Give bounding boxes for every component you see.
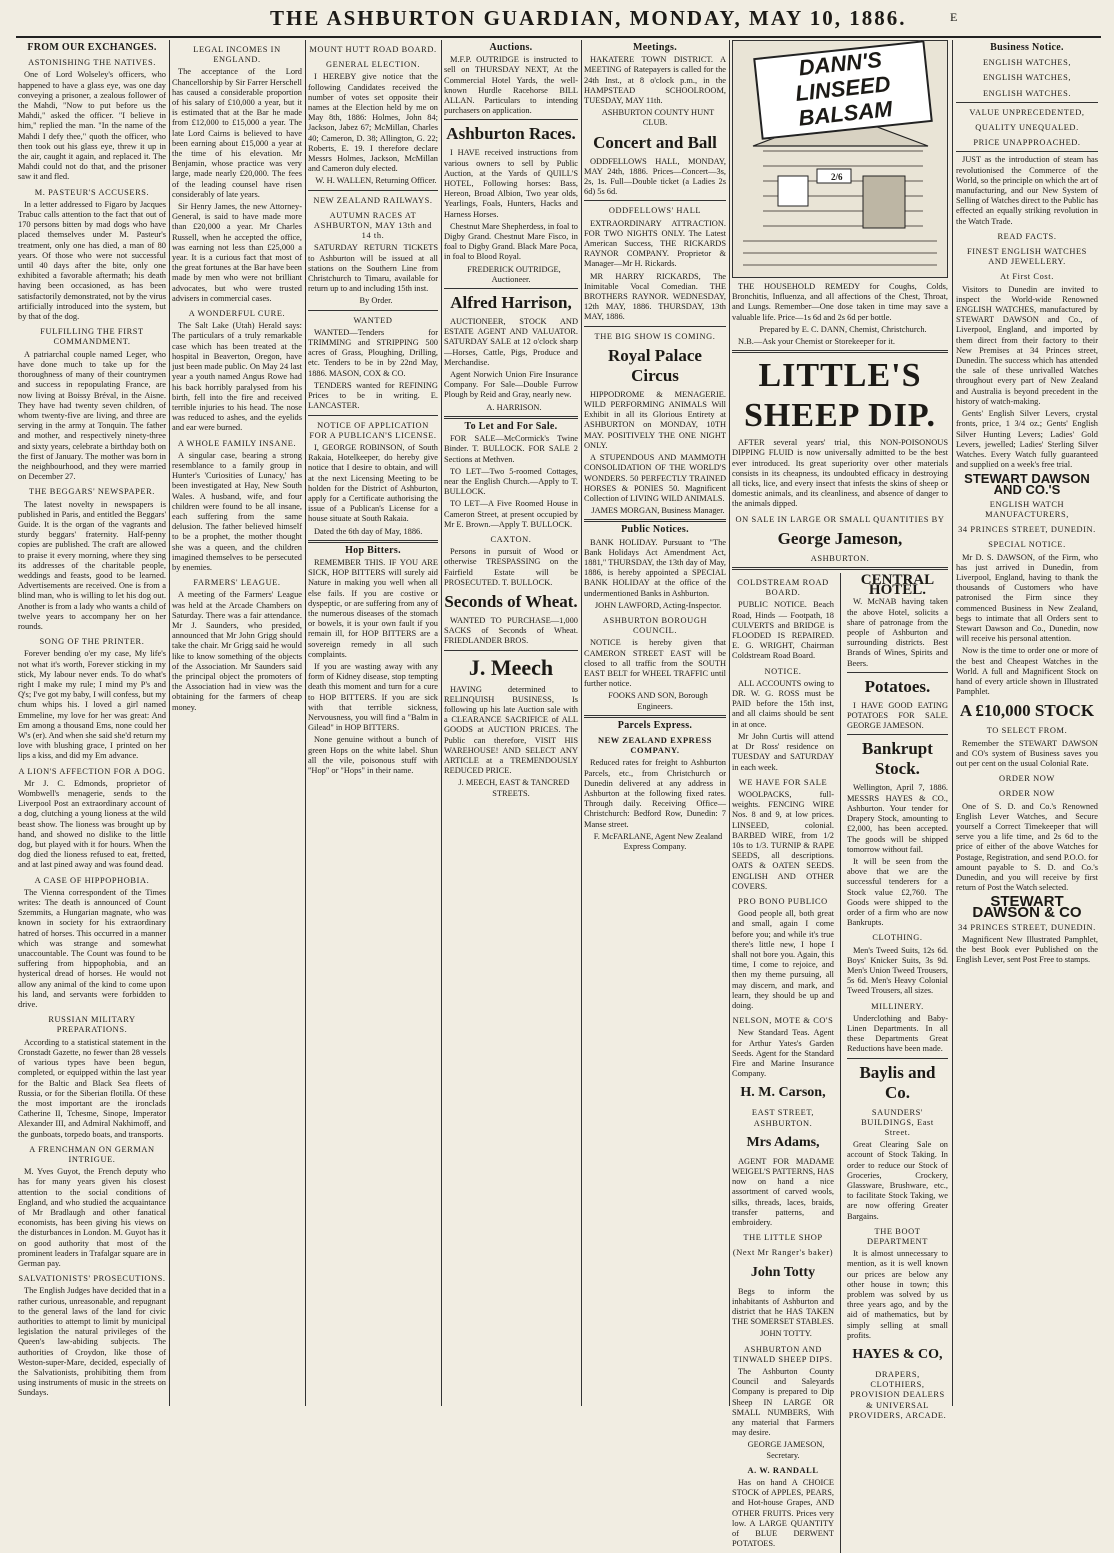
article-heading: A LION'S AFFECTION FOR A DOG. bbox=[18, 766, 166, 776]
divider bbox=[444, 650, 578, 651]
paragraph: It will be seen from the above that we are the successful tenderers for a Stock value £2,760. The Goods were shipped to the order of a firm who are now Bankrupts. bbox=[846, 856, 948, 928]
notice-subheading: At First Cost. bbox=[1000, 272, 1054, 282]
section-header: Business Notice. bbox=[990, 42, 1064, 53]
paragraph: Chestnut Mare Shepherdess, in foal to Digby Grand. Chestnut Mare Fisco, in foal to Digby Grand. Black Mare Poca, in foal to Blood Royal. bbox=[444, 221, 578, 262]
paragraph: Magnificent New Illustrated Pamphlet, the best Book ever Published on the English Lever, sent Post Free to stamps. bbox=[956, 935, 1098, 965]
randall-heading: A. W. RANDALL bbox=[747, 1465, 819, 1475]
paragraph: TENDERS wanted for REFINING Prices to be in writing. E. LANCASTER. bbox=[308, 380, 438, 411]
wheat-ad bbox=[444, 616, 578, 647]
circus-ad bbox=[584, 390, 726, 516]
concert-heading: Concert and Ball bbox=[593, 132, 717, 152]
paragraph: Underclothing and Baby-Linen Departments. In all these Departments Great Reductions have been made. bbox=[846, 1013, 948, 1054]
divider bbox=[847, 734, 948, 735]
paragraph: Begs to inform the inhabitants of Ashburton and district that he HAS TAKEN THE SOMERSET STABLES. bbox=[732, 1286, 834, 1327]
express-ad bbox=[584, 758, 726, 852]
wanted-ad bbox=[308, 328, 438, 412]
paragraph: None genuine without a bunch of green Hops on the white label. Shun all the vile, poisonous stuff with "Hop" or "Hops" in their name. bbox=[308, 735, 438, 775]
watch-line: ENGLISH WATCHES, bbox=[982, 58, 1072, 68]
notice-heading: PRO BONO PUBLICO bbox=[738, 896, 828, 906]
paragraph: N.B.—Ask your Chemist or Storekeeper for it. bbox=[738, 337, 896, 347]
divider bbox=[308, 190, 438, 191]
article-body bbox=[18, 200, 166, 322]
election-notice bbox=[308, 72, 438, 186]
paragraph: Gents' English Silver Levers, crystal fronts, price, 1 3/4 oz.; Gents' English Silver Hunting Levers; Ladies' Gold Levers, jewelled; Ladies' Sterling Silver Watches. Every Watch fully guaranteed and supplied on a week's free trial. bbox=[956, 409, 1098, 470]
column-articles bbox=[172, 40, 302, 1406]
paragraph: WANTED TO PURCHASE—1,000 SACKS of Seconds of Wheat. FRIEDLANDER BROS. bbox=[444, 615, 578, 646]
signature: A. HARRISON. bbox=[486, 402, 542, 412]
notice-heading: THE BOOT DEPARTMENT bbox=[866, 1226, 928, 1246]
notice-heading: WANTED bbox=[353, 315, 393, 325]
jameson-heading: George Jameson, bbox=[777, 528, 903, 548]
subcolumn-left bbox=[732, 573, 834, 1552]
article-body bbox=[18, 1286, 166, 1398]
paragraph: Mr John Curtis will attend at Dr Ross' residence on TUESDAY and SATURDAY in each week. bbox=[732, 731, 834, 772]
notice-heading: MOUNT HUTT ROAD BOARD. bbox=[309, 45, 437, 54]
article-heading: M. PASTEUR'S ACCUSERS. bbox=[34, 187, 150, 197]
nelson-ad bbox=[732, 1028, 834, 1079]
notice-heading: READ FACTS. bbox=[997, 231, 1057, 241]
potatoes-heading: Potatoes. bbox=[864, 676, 931, 696]
masthead bbox=[0, 0, 1114, 38]
column-rule bbox=[581, 40, 582, 1406]
column-rule bbox=[441, 40, 442, 1406]
paragraph: Forever bending o'er my case, My life's not what it's worth, Forever sticking in my stick, My labour never ends. To do what's right I make my rule; I mind my P's and Q's; I've got my baby, I will confess, but my chum whips his. I loved a girl named Emmeline, my love for her was great: And Em among a thousand Ems, none could her W's (er). And when she said she'd return my love with blushing grace, I printed on her lips a kiss, and did my Em advance. bbox=[18, 649, 166, 761]
bankrupt-heading: Bankrupt Stock. bbox=[862, 739, 933, 779]
notice-subheading: (Next Mr Ranger's baker) bbox=[732, 1248, 834, 1258]
special-notice bbox=[956, 553, 1098, 698]
paragraph: According to a statistical statement in the Cronstadt Gazette, no fewer than 28 vessels of various types have been begun, completed, or equipped within the last year for the Baltic and Black Sea fleets of Russia, or for the Siberian flotilla. Of these the most important are the ironclads Catherine II, Tchesme, Sinope, Imperator Alexander III, and Admiral Nakhimoff, and the gunboats, torpedo boats, and transports. bbox=[18, 1037, 166, 1139]
article-body bbox=[18, 779, 166, 871]
dann-copy bbox=[732, 282, 948, 347]
section-header: Public Notices. bbox=[621, 524, 689, 536]
paragraph: EXTRAORDINARY ATTRACTION. FOR TWO NIGHTS ONLY. The Latest American Success, THE RICKARDS RAYNOR COMPANY. Proprietor & Manager—Mr H. Rickards. bbox=[584, 218, 726, 269]
accounts-notice bbox=[732, 679, 834, 773]
signature: FREDERICK OUTRIDGE, Auctioneer. bbox=[467, 264, 561, 284]
stewart-dawson-heading: STEWART DAWSON AND CO.'S bbox=[964, 471, 1090, 497]
paragraph: Now is the time to order one or more of the best and Cheapest Watches in the World. A full and Magnificent Stock on hand of every article shown in Illustrated Pamphlet. bbox=[956, 646, 1098, 697]
paragraph: FOR SALE—McCormick's Twine Binder. T. BULLOCK. FOR SALE 2 Sections at Methven. bbox=[444, 434, 578, 464]
pro-bono-ad bbox=[732, 909, 834, 1011]
article-heading: SONG OF THE PRINTER. bbox=[39, 637, 145, 647]
article-body bbox=[18, 1038, 166, 1140]
section-header: Hop Bitters. bbox=[345, 544, 401, 556]
watch-line: ENGLISH WATCHES, bbox=[982, 73, 1072, 83]
paragraph: A meeting of the Farmers' League was held at the Arcade Chambers on Saturday. There was a fair attendance. Mr J. Saunders, who presided, announced that Mr John Grigg should take the chair. Mr Grigg said he would like to know something of the objects of the Association. Mr Saunders said the principal object the promoters of the Association had in view was the obtaining for the farmers of cheap money. bbox=[172, 590, 302, 712]
section-header: Auctions. bbox=[489, 42, 533, 53]
paragraph: Visitors to Dunedin are invited to inspect the World-wide Renowned ENGLISH WATCHES, manufactured by STEWART DAWSON and Co., of Liverpool, England, and imported by them direct from their factory to their New Premises at 34 Princes street, Dunedin. The success which has attended the sale of these unrivalled Watches throughout every part of New Zealand and Australia is beyond precedent in the history of watch-making. bbox=[956, 284, 1098, 406]
paragraph: Good people all, both great and small, again I come before you; and while it's true there's little new, I hope I shall not bore you. Again, this time, I come to rejoice, and then my theme pursuing, all may discern, and mark, and learn, they should be up and doing. bbox=[732, 909, 834, 1010]
newspaper-title: THE ASHBURTON GUARDIAN, MONDAY, MAY 10, 1886. bbox=[270, 6, 907, 30]
totty-heading: John Totty bbox=[750, 1264, 816, 1280]
article-body bbox=[18, 500, 166, 633]
paragraph: I HEREBY give notice that the following Candidates received the number of votes set opposite their names at the Election held by me on May 8th, 1886: Holmes, John 84; Jackson, Jabez 67; McMillan, Charles 40; Cameron, D. 38; Allington, G. 22; Roberts, E. 19. I therefore declare Messrs Holmes, Jackson, McMillan and Cameron duly elected. bbox=[308, 72, 438, 174]
totty-ad bbox=[732, 1287, 834, 1340]
borough-notice bbox=[584, 638, 726, 711]
divider bbox=[584, 715, 726, 718]
article-heading: A CASE OF HIPPOPHOBIA. bbox=[34, 875, 150, 885]
paragraph: It is almost unnecessary to mention, as it is well known our prices are below any other house in town; this problem was solved by us three years ago, and by the aid of mathematics, but by simply selling at small profits. bbox=[846, 1249, 948, 1340]
order-heading: ORDER NOW bbox=[999, 774, 1055, 784]
wheat-heading: Seconds of Wheat. bbox=[444, 591, 578, 611]
section-header: FROM OUR EXCHANGES. bbox=[27, 42, 157, 53]
two-column-block bbox=[732, 573, 948, 1552]
poem bbox=[18, 649, 166, 761]
signature: By Order. bbox=[359, 296, 393, 306]
potatoes-ad bbox=[847, 701, 948, 732]
paragraph: AGENT FOR MADAME WEIGEL'S PATTERNS, HAS now on hand a nice assortment of carved wools, silks, threads, laces, braids, transfer patterns, and embroidery. bbox=[732, 1156, 834, 1228]
paragraph: I HAVE GOOD EATING POTATOES FOR SALE. GEORGE JAMESON. bbox=[846, 700, 948, 731]
column-meetings bbox=[584, 40, 726, 1406]
paragraph: A singular case, bearing a strong resemblance to a family group in Hunter's 'Curiosities of Lunacy,' has been investigated at Hay, New South Wales. A husband, wife, and four children were found to be all insane, each suffering from the same delusion. The father believed himself to be a prophet, the mother thought she was a queen, and the children imagined themselves to be persecuted by enemies. bbox=[172, 450, 302, 572]
to-let-ads bbox=[444, 434, 578, 530]
divider bbox=[584, 200, 726, 201]
article-heading: A FRENCHMAN ON GERMAN INTRIGUE. bbox=[29, 1144, 155, 1164]
divider bbox=[444, 288, 578, 289]
page-number: E bbox=[950, 10, 958, 24]
signature: FOOKS AND SON, Borough Engineers. bbox=[608, 691, 708, 711]
article-heading: A WONDERFUL CURE. bbox=[188, 309, 286, 319]
license-notice bbox=[308, 443, 438, 537]
notice-heading: ODDFELLOWS' HALL bbox=[608, 206, 702, 216]
paragraph: ODDFELLOWS HALL, MONDAY, MAY 24th, 1886. Prices—Concert—3s, 2s, 1s. Full—Double ticket (a Ladies 2s 6d) 5s 6d. bbox=[584, 156, 726, 197]
watch-line: ENGLISH WATCHES. bbox=[982, 88, 1072, 98]
paragraph: Mr J. C. Edmonds, proprietor of Wombwell's menagerie, sends to the Liverpool Post an extraordinary account of a dog, clutching a young lioness at the wild beast show. The lioness was brought up by hand, and showed no dislike to the little dog, but played with it for hours. When the dog died the lioness refused to eat, fretted, and at last pined away and was found dead. bbox=[18, 778, 166, 870]
dann-linseed-balsam-ad bbox=[732, 40, 948, 278]
divider bbox=[732, 350, 948, 353]
paragraph: ALL ACCOUNTS owing to DR. W. G. ROSS must be PAID before the 15th inst, and all claims should be sent in at once. bbox=[732, 678, 834, 729]
article-body bbox=[172, 590, 302, 712]
divider bbox=[308, 310, 438, 311]
notice-subheading: TO SELECT FROM. bbox=[986, 726, 1068, 736]
paragraph: A patriarchal couple named Leger, who have done much to take up for the thoroughness of many of their countrymen and success in repopulating France, are now living at Boissy Bréval, in the Aisne. They have had twenty seven children, of whom twenty-five are living, and three are serving in the army at Tonquin. The father and mother, and respectively ninety-three and sixty years, celebrate a birthday both on the first of January. The mother was born in the neighbourhood, and they were married on December 27. bbox=[18, 349, 166, 482]
central-hotel-ad bbox=[847, 597, 948, 668]
paragraph: Reduced rates for freight to Ashburton Parcels, etc., from Christchurch or Dunedin delivered at any address in Ashburton at the following fixed rates. Through daily. Receiving Office—Christchurch: Bedford Row, Dunedin: 7 Manse street. bbox=[584, 758, 726, 829]
notice-heading: WE HAVE FOR SALE bbox=[738, 777, 828, 787]
column-exchanges bbox=[18, 40, 166, 1406]
concert-ad bbox=[584, 157, 726, 198]
paragraph: Great Clearing Sale on account of Stock Taking. In order to reduce our Stock of Groceries, Crockery, Glassware, Brushware, etc., to facilitate Stock Taking, we are now offering Greater Bargains. bbox=[846, 1140, 948, 1221]
value-line: VALUE UNPRECEDENTED, bbox=[969, 107, 1085, 117]
paragraph: HIPPODROME & MENAGERIE. WILD PERFORMING ANIMALS Will Exhibit in all its Glorious Entirety at ASHBURTON on MONDAY, 10TH MAY. POSITIVELY THE ONE NIGHT ONLY. bbox=[584, 389, 726, 450]
value-line: PRICE UNAPPROACHED. bbox=[973, 138, 1081, 148]
wool-ad bbox=[732, 790, 834, 892]
notice-heading: NOTICE. bbox=[764, 666, 802, 676]
dann-product-type: BALSAM bbox=[797, 96, 894, 131]
divider bbox=[847, 672, 948, 673]
column-auctions bbox=[444, 40, 578, 1406]
dann-name: DANN'S bbox=[797, 46, 884, 81]
sheep-dip-heading: LITTLE'S SHEEP DIP. bbox=[743, 357, 937, 435]
hayes-heading: HAYES & CO, bbox=[852, 1347, 943, 1363]
paragraph: Persons in pursuit of Wood or otherwise TRESPASSING on the Fairfield Estate will be PROSECUTED. T. BULLOCK. bbox=[444, 547, 578, 587]
rickards-ad bbox=[584, 219, 726, 323]
notice-subheading: AUTUMN RACES AT ASHBURTON, MAY 13th and 14 th. bbox=[313, 210, 433, 241]
paragraph: AFTER several years' trial, this NON-POISONOUS DIPPING FLUID is now universally admitted to be the best ever introduced. Its great superiority over other materials consists in its cheapness, its undoubted efficacy in destroying all ticks, lice, and every insect that infests the skins of sheep or domestic animals, and its cleanliness, and absence of danger to the animals dipped. bbox=[732, 438, 948, 509]
dann-price-label: 2/6 bbox=[831, 172, 843, 182]
millinery-ad bbox=[847, 1014, 948, 1055]
dann-product: LINSEED bbox=[794, 71, 892, 106]
article-body bbox=[172, 67, 302, 304]
column-rule bbox=[952, 40, 953, 1406]
pamphlet-ad bbox=[956, 935, 1098, 966]
central-hotel-heading: CENTRAL HOTEL. bbox=[860, 572, 935, 599]
signature: GEORGE JAMESON, Secretary. bbox=[747, 1440, 825, 1460]
hop-bitters-ad bbox=[308, 558, 438, 776]
notice-subheading: 34 PRINCES STREET, DUNEDIN. bbox=[958, 922, 1096, 932]
trespass-notice bbox=[444, 547, 578, 588]
signature: Prepared by E. C. DANN, Chemist, Christchurch. bbox=[759, 324, 927, 334]
notice-subheading: ON SALE IN LARGE OR SMALL QUANTITIES BY bbox=[735, 514, 945, 524]
boot-ad bbox=[847, 1249, 948, 1341]
races-ad bbox=[444, 148, 578, 285]
paragraph: W. McNAB having taken the above Hotel, solicits a share of patronage from the people of Ashburton and surrounding districts. Best Brands of Wines, Spirits and Beers. bbox=[846, 597, 948, 668]
paragraph: HAVING determined to RELINQUISH BUSINESS, Is following up his late Auction sale with a CLEARANCE SACRIFICE of ALL GOODS at AUCTION PRICES. The Public can therefore, VISIT HIS WAREHOUSE! AND SELECT ANY ARTICLE at a TREMENDOUSLY REDUCED PRICE. bbox=[444, 684, 578, 776]
notice-heading: NOTICE OF APPLICATION FOR A PUBLICAN'S LICENSE. bbox=[309, 420, 437, 440]
paragraph: JUST as the introduction of steam has revolutionised the Commerce of the World, so the principle on which the art of manufacturing, and our New System of Selling of Watches direct to the Public has effected an equally striking revolution in the Watch Trade. bbox=[956, 155, 1098, 226]
harrison-heading: Alfred Harrison, bbox=[450, 293, 572, 313]
article-heading: A WHOLE FAMILY INSANE. bbox=[177, 438, 297, 448]
article-heading: FARMERS' LEAGUE. bbox=[193, 578, 281, 588]
paragraph: SATURDAY RETURN TICKETS to Ashburton will be issued at all stations on the Southern Line from Christchurch to Timaru, available for return up to and including 15th inst. bbox=[308, 243, 438, 294]
article-body bbox=[172, 321, 302, 433]
paragraph: A STUPENDOUS AND MAMMOTH CONSOLIDATION OF THE WORLD'S WONDERS. 50 PERFECTLY TRAINED HORSES & PONIES 50. Magnificent Collection of LIVING WILD ANIMALS. bbox=[584, 453, 726, 503]
paragraph: The Salt Lake (Utah) Herald says: The particulars of a truly remarkable case which has been treated at the hospital in Beaverton, Oregon, have just been made public. On May 24 last year a youth named Angus Rowe had his back horribly paralysed from his birth, fell into the fire and received terrible injuries to his head. The nose was reduced to ashes, and the eyelids and ear were burned. bbox=[172, 321, 302, 433]
signature: JAMES MORGAN, Business Manager. bbox=[591, 506, 725, 516]
railway-notice bbox=[308, 243, 438, 306]
meech-heading: J. Meech bbox=[468, 654, 554, 680]
section-header: To Let and For Sale. bbox=[464, 420, 558, 432]
meeting-notice bbox=[584, 55, 726, 128]
paragraph: BANK HOLIDAY. Pursuant to "The Bank Holidays Act Amendment Act, 1881," THURSDAY, the 13th day of May, 1886, is hereby appointed a SPECIAL BANK HOLIDAY at the office of the undermentioned Banks in Ashburton. bbox=[584, 537, 726, 598]
stewart-dawson-footer: STEWART DAWSON & CO bbox=[972, 893, 1082, 921]
article-heading: ASTONISHING THE NATIVES. bbox=[28, 58, 156, 68]
harrison-ad bbox=[444, 317, 578, 413]
subcolumn-rule bbox=[840, 573, 841, 1552]
signature: JOHN LAWFORD, Acting-Inspector. bbox=[594, 600, 722, 610]
notice-subheading: GENERAL ELECTION. bbox=[325, 60, 421, 70]
notice-subheading: SAUNDERS' BUILDINGS, East Street. bbox=[861, 1107, 934, 1137]
paragraph: If you are wasting away with any form of Kidney disease, stop tempting death this moment and turn for a cure to HOP BITTERS. If you are sick with that terrible sickness, Nervousness, you will find a "Balm in Gilead" in HOP BITTERS. bbox=[308, 661, 438, 733]
signature: J. MEECH, EAST & TANCRED STREETS. bbox=[458, 778, 570, 798]
baylis-ad bbox=[847, 1140, 948, 1222]
notice-heading: CLOTHING. bbox=[872, 933, 923, 943]
notice-heading: MILLINERY. bbox=[871, 1001, 924, 1011]
divider bbox=[444, 416, 578, 419]
sheep-dip-ad bbox=[732, 438, 948, 509]
paragraph: I HAVE received instructions from various owners to sell by Public Auction, at the Yards of QUILL'S HOTEL, Following horses: Bass, Hereon, Broad Albion, Two year olds, Yearlings, Foals, Hunters, Hacks and Harness Horses. bbox=[444, 148, 578, 219]
divider bbox=[308, 415, 438, 416]
column-stewart-dawson bbox=[956, 40, 1098, 1406]
paragraph: TO LET—Two 5-roomed Cottages, near the English Church.—Apply to T. BULLOCK. bbox=[444, 466, 578, 497]
section-header: Parcels Express. bbox=[617, 719, 693, 731]
paragraph: In a letter addressed to Figaro by Jacques Trabuc calls attention to the fact that out of 170 persons bitten by mad dogs who have placed themselves under M. Pasteur's treatment, only one has died, a man of 80 years. Of those who were not successful until 40 days after the bite, only one exhibited a favorable aftermath; his death having been occasioned, as has been satisfactorily demonstrated, not by the virus artificially introduced into the system, but by that of the dog. bbox=[18, 199, 166, 322]
paragraph: REMEMBER THIS. IF YOU ARE SICK, HOP BITTERS will surely aid Nature in making you well when all else fails. If you are costive or dyspeptic, or are suffering from any of the numerous diseases of the stomach or bowels, it is your own fault if you remain ill, for HOP BITTERS are a sovereign remedy in all such complaints. bbox=[308, 557, 438, 659]
sheep-dips-ad bbox=[732, 1367, 834, 1461]
bank-holiday-notice bbox=[584, 538, 726, 611]
paragraph: THE HOUSEHOLD REMEDY for Coughs, Colds, Bronchitis, Influenza, and all affections of the Chest, Throat, and Lungs. Remember—One dose taken in time may save a valuable life. Price—1s 6d and 2s 6d per bottle. bbox=[732, 282, 948, 322]
paragraph: ASHBURTON COUNTY HUNT CLUB. bbox=[601, 108, 715, 128]
baylis-heading: Baylis and Co. bbox=[859, 1062, 936, 1102]
column-rule bbox=[169, 40, 170, 1406]
paragraph: One of S. D. and Co.'s Renowned English Lever Watches, and Secure yourself a Correct Timekeeper that will serve you a life time, and 2s 6d to the price of either of the above Watches for Postage, Registration, and send P.O.O. for amount payable to S. D. and Co.'s Dunedin, and you will receive by first return of Post the Watch selected. bbox=[956, 801, 1098, 893]
signature: W. H. WALLEN, Returning Officer. bbox=[315, 176, 437, 186]
paragraph: The acceptance of the Lord Chancellorship by Sir Farrer Herschell has caused a considerable proportion of his salary of £10,000 a year, but it is estimated that at the Bar he made from £12,000 to £15,000 a year. The late Lord Cairns is believed to have been earning about £15,000 a year at the time of his elevation. Mr Benjamin, whose practice was very large, made nearly £20,000. The fees of the leading counsel have risen considerably of late years. bbox=[172, 67, 302, 199]
divider bbox=[956, 151, 1098, 152]
stock-heading: A £10,000 STOCK bbox=[959, 701, 1095, 721]
notice-subheading: ASHBURTON. bbox=[810, 553, 870, 563]
divider bbox=[732, 567, 948, 570]
subcolumn-right bbox=[847, 573, 948, 1552]
clothing-ad bbox=[847, 946, 948, 997]
paragraph: The Ashburton County Council and Saleyards Company is prepared to Dip Sheep IN LARGE OR SMALL NUMBERS, With any material that Farmers may desire. bbox=[732, 1367, 834, 1438]
circus-heading: Royal Palace Circus bbox=[608, 345, 702, 385]
paragraph: Sir Henry James, the new Attorney-General, is said to have made more than £20,000 a year. Mr Charles Russell, when he accepted the office, was earning not less than £25,000 a year. It is a curious fact that most of the great fortunes at the Bar have been made by men who were not brilliant advocates, but who were trusted advisers in commercial cases. bbox=[172, 202, 302, 303]
notice-subheading: 34 PRINCES STREET, DUNEDIN. bbox=[958, 525, 1096, 535]
notice-heading: NEW ZEALAND RAILWAYS. bbox=[313, 195, 433, 205]
divider bbox=[584, 519, 726, 522]
meech-ad bbox=[444, 685, 578, 799]
paragraph: Men's Tweed Suits, 12s 6d. Boys' Knicker Suits, 3s 9d. Men's Union Tweed Trousers, 5s 6d. Men's Heavy Colonial Tweed Trousers, all sizes. bbox=[846, 945, 948, 996]
paragraph: M. Yves Guyot, the French deputy who has for many years given his closest attention to the social conditions of England, and who studied the acquaintance of Mr Bradlaugh and other fanatical economists, has been giving his views on the disturbances in London. M. Guyot has it on good authority that most of the prominent leaders in Trafalgar square are in German pay. bbox=[18, 1167, 166, 1268]
signature: Dated the 6th day of May, 1886. bbox=[314, 526, 423, 536]
masthead-rule bbox=[16, 36, 1101, 38]
notice-heading: ASHBURTON BOROUGH COUNCIL. bbox=[602, 615, 708, 636]
paragraph: The Vienna correspondent of the Times writes: The death is announced of Count Szemmits, a Hungarian magnate, who was known in society for his extraordinary hatred of horses. This occurred in a manner which was strange and somewhat unaccountable. The Count was found to be suffering from hippophobia, and an hysterical dread of horses. He would not allow any animal of the kind to come upon his land, and servants were forbidden to drive. bbox=[18, 887, 166, 1010]
signature: JOHN TOTTY. bbox=[760, 1329, 812, 1339]
article-heading: LEGAL INCOMES IN ENGLAND. bbox=[193, 45, 281, 65]
paragraph: NOTICE is hereby given that CAMERON STREET EAST will be closed to all traffic from the SOUTH EAST BELT for WHEEL TRAFFIC until further notice. bbox=[584, 638, 726, 689]
randall-ad bbox=[732, 1478, 834, 1549]
article-heading: THE BEGGARS' NEWSPAPER. bbox=[29, 487, 155, 497]
order-ad bbox=[956, 802, 1098, 894]
paragraph: WOOLPACKS, full-weights. FENCING WIRE Nos. 8 and 9, at low prices. LINSEED, colonial. BARBED WIRE, from 1/2 10s to 1/3. TURNIP & RAPE SEEDS, all descriptions. OATS & OATEN SEEDS. ENGLISH AND OTHER COVERS. bbox=[732, 789, 834, 891]
notice-subheading: ENGLISH WATCH MANUFACTURERS, bbox=[985, 499, 1069, 519]
order-heading: ORDER NOW bbox=[999, 789, 1055, 799]
column-rule bbox=[729, 40, 730, 1406]
races-heading: Ashburton Races. bbox=[446, 124, 576, 144]
bankrupt-ad bbox=[847, 783, 948, 928]
notice-heading: ASHBURTON AND TINWALD SHEEP DIPS. bbox=[733, 1344, 833, 1364]
paragraph: AUCTIONEER, STOCK AND ESTATE AGENT AND VALUATOR. SATURDAY SALE at 12 o'clock sharp —Horses, Cattle, Pigs, Produce and Merchandise. bbox=[444, 317, 578, 367]
divider bbox=[847, 1058, 948, 1059]
paragraph: M.F.P. OUTRIDGE is instructed to sell on THURSDAY NEXT, At the Commercial Hotel Yards, the well-known Hurdle Racehorse BILL ALLAN. Particulars to intending purchasers on application. bbox=[444, 55, 578, 116]
notice-subheading: DRAPERS, CLOTHIERS, PROVISION DEALERS & UNIVERSAL PROVIDERS, ARCADE. bbox=[848, 1370, 947, 1420]
article-body bbox=[18, 1167, 166, 1269]
divider bbox=[444, 119, 578, 120]
adams-heading: Mrs Adams, bbox=[746, 1134, 820, 1150]
divider bbox=[956, 102, 1098, 103]
paragraph: TO LET—A Five Roomed House in Cameron Street, at present occupied by Mr E. Brown.—Apply T. BULLOCK. bbox=[444, 499, 578, 529]
article-heading: FULFILLING THE FIRST COMMANDMENT. bbox=[40, 327, 144, 347]
paragraph: I, GEORGE ROBINSON, of South Rakaia, Hotelkeeper, do hereby give notice that I desire to obtain, and will at the next Licensing Meeting to be holden for the District of Ashburton, apply for a Certificate authorising the issue of a Publican's License for a house situate at South Rakaia. bbox=[308, 442, 438, 524]
express-heading: NEW ZEALAND EXPRESS COMPANY. bbox=[597, 735, 713, 756]
divider bbox=[308, 540, 438, 543]
notice-heading: NELSON, MOTE & CO'S bbox=[732, 1016, 834, 1026]
notice-heading: CAXTON. bbox=[490, 534, 532, 544]
paragraph: The latest novelty in newspapers is published in Paris, and entitled the Beggars' Guide. It is the organ of the vagrants and sturdy beggars' fraternity. Half-penny copies are published. The craft are allowed to praise it every morning, where they sing its addresses of the charitable people, weddings and feasts, good to be learned. Advertisements are received. One is from a blind man, who is willing to let his dog out. Another is from a lady who wants a child of twelve years to accompany her on her rounds. bbox=[18, 499, 166, 631]
column-rule bbox=[305, 40, 306, 1406]
paragraph: MR HARRY RICKARDS, The Inimitable Vocal Comedian. THE BROTHERS RAYNOR. WEDNESDAY, 12th MAY, 1886. THURSDAY, 13th MAY, 1886. bbox=[584, 271, 726, 322]
value-line: QUALITY UNEQUALED. bbox=[975, 123, 1079, 133]
signature: F. McFARLANE, Agent New Zealand Express Company. bbox=[593, 831, 723, 851]
paragraph: Wellington, April 7, 1886. MESSRS HAYES & CO., Ashburton. Your tender for Drapery Stock, amounting to £2,000, has been accepted. The goods will be shipped tomorrow without fail. bbox=[846, 783, 948, 854]
paragraph: PUBLIC NOTICE. Beach Road, Hinds — Footpath, 18 CULVERTS and BRIDGE is FLOODED IS REPAIRED. E. G. WRIGHT, Chairman Coldstream Road Board. bbox=[732, 600, 834, 661]
paragraph: WANTED—Tenders for TRIMMING and STRIPPING 500 acres of Grass, Ploughing, Drilling, etc. Tenders to be in by 22nd May, 1886. MASON, COX & CO. bbox=[308, 327, 438, 378]
notice-heading: COLDSTREAM ROAD BOARD. bbox=[737, 578, 829, 598]
article-body bbox=[18, 350, 166, 483]
paragraph: Agent Norwich Union Fire Insurance Company. For Sale—Double Furrow Plough by Reid and Gray, nearly new. bbox=[444, 370, 578, 400]
notice-heading: THE BIG SHOW IS COMING. bbox=[594, 331, 716, 341]
paragraph: Remember the STEWART DAWSON and CO's system of Business saves you out per cent on the usual Colonial Rate. bbox=[956, 738, 1098, 768]
notice-heading: THE LITTLE SHOP bbox=[743, 1233, 823, 1243]
divider bbox=[584, 326, 726, 327]
notice-heading: FINEST ENGLISH WATCHES AND JEWELLERY. bbox=[967, 247, 1087, 267]
column-advertisements bbox=[732, 40, 948, 1549]
coldstream-notice bbox=[732, 600, 834, 661]
article-heading: RUSSIAN MILITARY PREPARATIONS. bbox=[48, 1015, 136, 1035]
paragraph: Mr D. S. DAWSON, of the Firm, who has just arrived in Dunedin, from Liverpool, England, having to thank the thousands of Customers who have patronised the Firm since they commenced Business in New Zealand, begs to intimate that all Orders sent to Stewart Dawson and Co., Dunedin, now will receive his personal attention. bbox=[956, 552, 1098, 644]
paragraph: Has on hand A CHOICE STOCK of APPLES, PEARS, and Hot-house Grapes, AND OTHER FRUITS. Prices very low. A LARGE QUANTITY of BLUE DERWENT POTATOES. bbox=[732, 1478, 834, 1549]
article-body bbox=[172, 451, 302, 573]
article-body bbox=[18, 70, 166, 182]
carson-heading: H. M. Carson, bbox=[740, 1085, 826, 1101]
paragraph: One of Lord Wolseley's officers, who happened to have a glass eye, was one day conveying a prisoner, a zealous follower of the Mahdi, "Now to put before us the Mahdi," asked the officer. "I believe in him," replied the man. "In the name of the Mahdi I defy thee," quoth the officer, who then took out his glass eye, threw it up in the air, caught it again, and replaced it. The Mahdi could not do that, and the prisoner saw it and fled. bbox=[18, 70, 166, 182]
watch-intro bbox=[956, 155, 1098, 226]
watch-body bbox=[956, 285, 1098, 471]
article-heading: SALVATIONISTS' PROSECUTIONS. bbox=[18, 1274, 166, 1284]
stock-ad bbox=[956, 739, 1098, 770]
paragraph: The English Judges have decided that in a rather curious, unreasonable, and repugnant to the general laws of the land for civic authorities to attempt to limit by municipal legislation the natural privileges of the Queen's law-abiding subjects. The authorities of Croydon, like those of Weston-super-Mare, decided, especially of the Salvationists, prohibiting them from using instruments of music in the streets on Sundays. bbox=[18, 1286, 166, 1398]
adams-ad bbox=[732, 1157, 834, 1228]
auction-ad bbox=[444, 55, 578, 116]
notice-subheading: EAST STREET, ASHBURTON. bbox=[751, 1108, 815, 1128]
column-notices bbox=[308, 40, 438, 1406]
section-header: Meetings. bbox=[632, 42, 678, 53]
paragraph: HAKATERE TOWN DISTRICT. A MEETING of Ratepayers is called for the 24th Inst., at 8 o'clock p.m., in the HAMPSTEAD SCHOOLROOM, TUESDAY, MAY 11th. bbox=[584, 55, 726, 106]
paragraph: New Standard Teas. Agent for Arthur Yates's Garden Seeds. Agent for the Standard Fire and Marine Insurance Company. bbox=[732, 1028, 834, 1079]
article-body bbox=[18, 888, 166, 1010]
notice-heading: SPECIAL NOTICE. bbox=[988, 540, 1066, 550]
